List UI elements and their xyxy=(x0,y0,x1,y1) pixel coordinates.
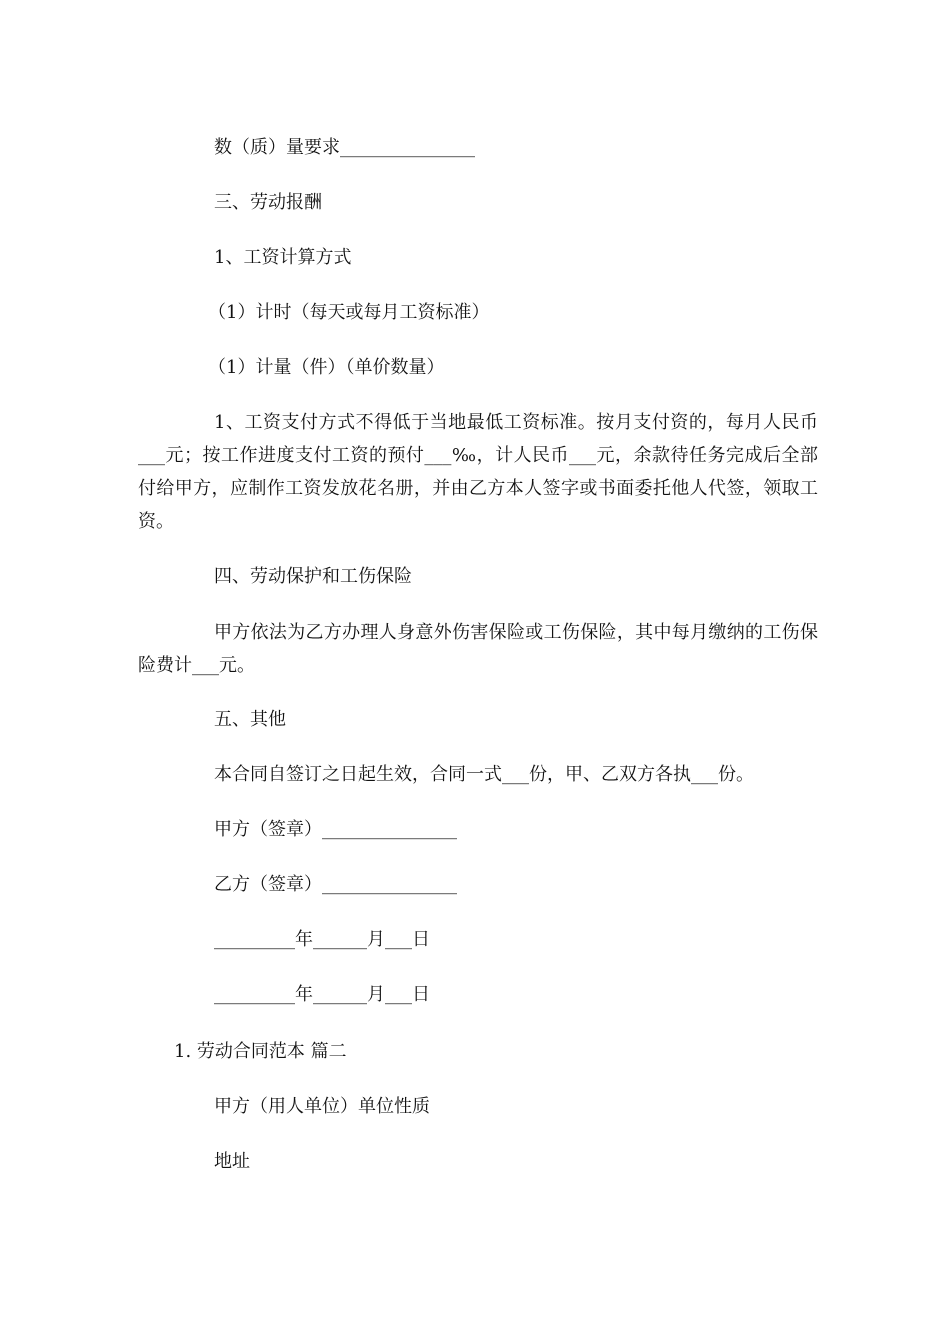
wage-calculation-heading: 1、工资计算方式 xyxy=(214,247,352,268)
section-two-title: 1. 劳动合同范本 篇二 xyxy=(174,1041,347,1062)
employer-line: 甲方（用人单位）单位性质 xyxy=(214,1096,430,1117)
piece-based-wage-line: （1）计量（件）（单价数量） xyxy=(208,357,445,378)
party-a-signature-line: 甲方（签章）_______________ xyxy=(214,819,457,840)
section-three-heading: 三、劳动报酬 xyxy=(214,192,322,213)
insurance-paragraph: 甲方依法为乙方办理人身意外伤害保险或工伤保险，其中每月缴纳的工伤保险费计___元。 xyxy=(138,622,818,676)
quantity-requirement-line: 数（质）量要求_______________ xyxy=(214,137,475,158)
date-line-first: _________年______月___日 xyxy=(214,929,430,950)
address-line: 地址 xyxy=(214,1151,250,1172)
effective-clause-line: 本合同自签订之日起生效，合同一式___份，甲、乙双方各执___份。 xyxy=(214,764,754,785)
section-five-heading: 五、其他 xyxy=(214,709,286,730)
section-four-heading: 四、劳动保护和工伤保险 xyxy=(214,566,412,587)
date-line-second: _________年______月___日 xyxy=(214,984,430,1005)
payment-method-paragraph: 1、工资支付方式不得低于当地最低工资标准。按月支付资的，每月人民币___元；按工作进度支付工资的预付___‰，计人民币___元，余款待任务完成后全部付给甲方，应制作工资发放花名册，并由乙方本人签字或书面委托他人代签，领取工资。 xyxy=(138,412,818,532)
time-based-wage-line: （1）计时（每天或每月工资标准） xyxy=(208,302,490,323)
party-b-signature-line: 乙方（签章）_______________ xyxy=(214,874,457,895)
